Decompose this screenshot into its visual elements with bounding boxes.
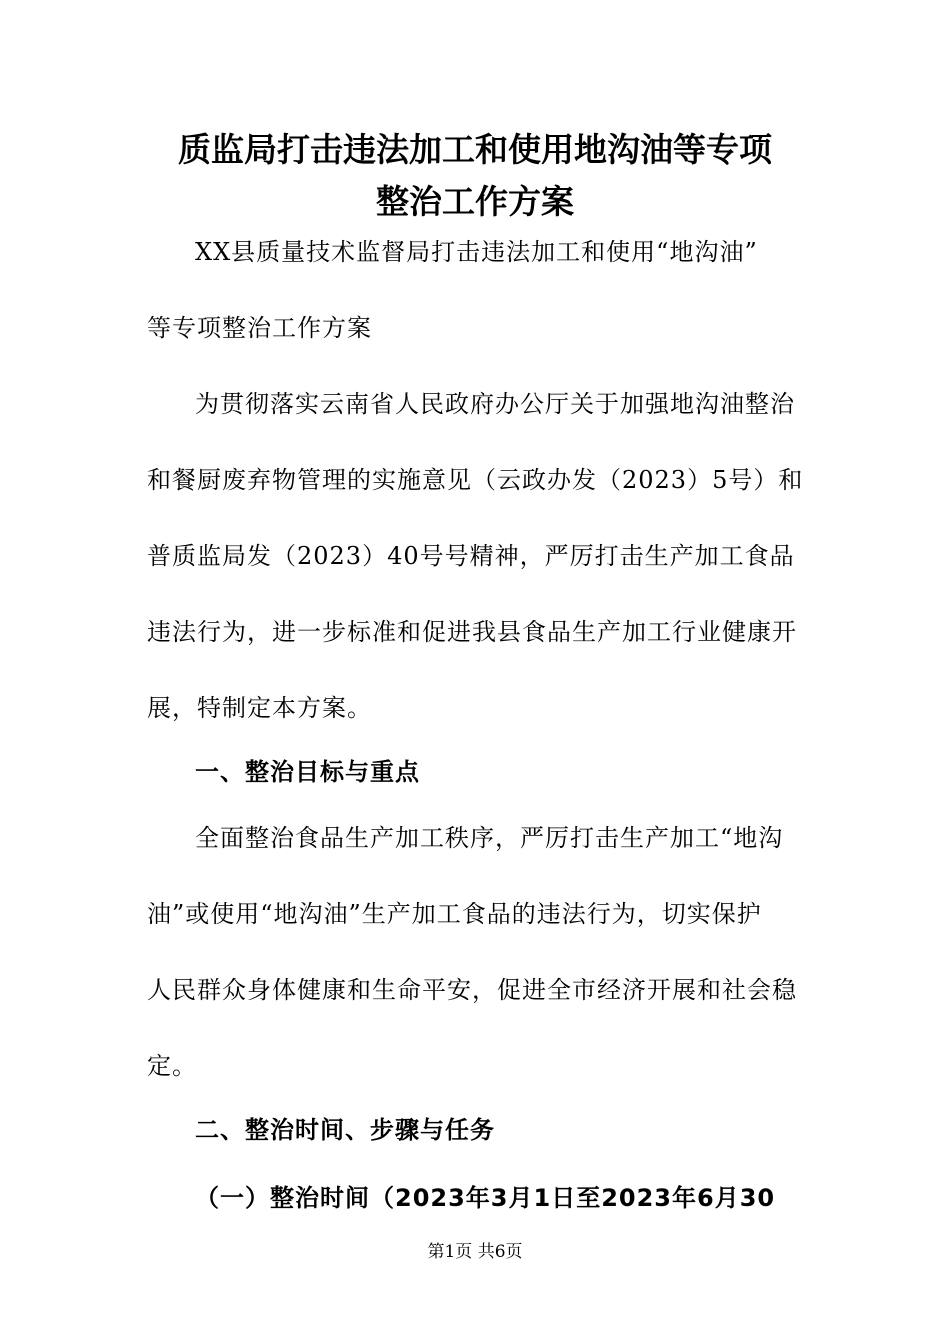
- intro-paragraph-line: 违法行为，进一步标准和促进我县食品生产加工行业健康开: [147, 618, 797, 646]
- section-1-paragraph-line: 油”或使用“地沟油”生产加工食品的违法行为，切实保护: [147, 900, 762, 928]
- subtitle-line-1: XX县质量技术监督局打击违法加工和使用“地沟油”: [195, 238, 758, 266]
- intro-paragraph-line: 展，特制定本方案。: [147, 694, 372, 722]
- intro-paragraph-line: 普质监局发（2023）40号号精神，严厉打击生产加工食品: [147, 542, 795, 570]
- subtitle-line-2: 等专项整治工作方案: [147, 314, 372, 342]
- section-1-paragraph-line: 全面整治食品生产加工秩序，严厉打击生产加工“地沟: [195, 824, 784, 852]
- section-1-paragraph-line: 定。: [147, 1052, 197, 1080]
- document-title-line-1: 质监局打击违法加工和使用地沟油等专项: [178, 130, 772, 169]
- section-1-paragraph-line: 人民群众身体健康和生命平安，促进全市经济开展和社会稳: [147, 976, 797, 1004]
- intro-paragraph-line: 和餐厨废弃物管理的实施意见（云政办发（2023）5号）和: [147, 466, 804, 494]
- section-2-heading: 二、整治时间、步骤与任务: [195, 1116, 495, 1144]
- subsection-1-heading: （一）整治时间（2023年3月1日至2023年6月30: [195, 1184, 776, 1212]
- intro-paragraph-line: 为贯彻落实云南省人民政府办公厅关于加强地沟油整治: [195, 390, 795, 418]
- document-title-line-2: 整治工作方案: [376, 182, 574, 221]
- page-number-footer: 第1页 共6页: [427, 1242, 523, 1262]
- section-1-heading: 一、整治目标与重点: [195, 758, 420, 786]
